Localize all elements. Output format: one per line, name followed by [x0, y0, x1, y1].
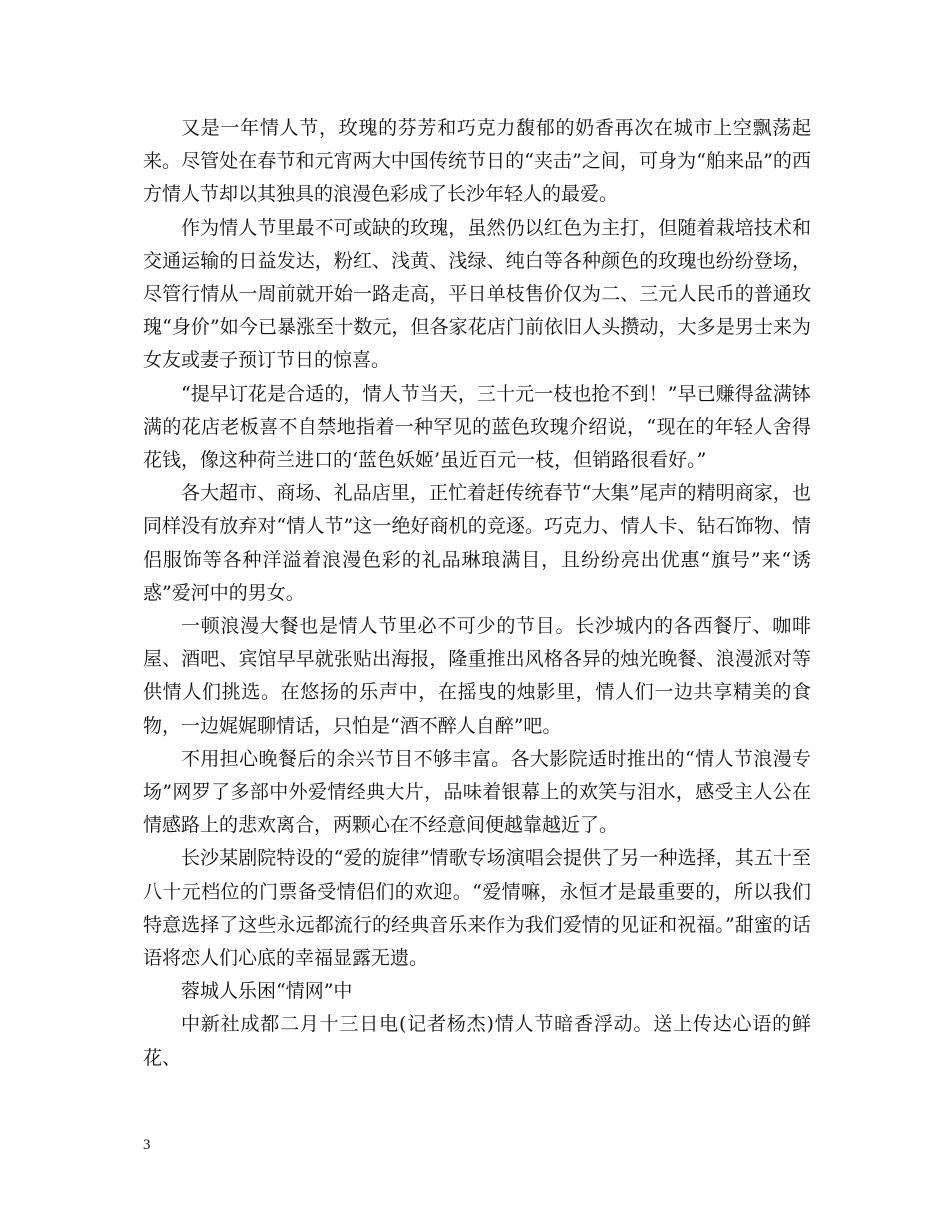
paragraph-3: “提早订花是合适的，情人节当天，三十元一枝也抢不到！”早已赚得盆满钵满的花店老板喜不自禁地指着一种罕见的蓝色玫瑰介绍说，“现在的年轻人舍得花钱，像这种荷兰进口的‘蓝色妖姬’虽近百元一枝，但销路很看好。” — [143, 382, 811, 472]
paragraph-1: 又是一年情人节，玫瑰的芬芳和巧克力馥郁的奶香再次在城市上空飘荡起来。尽管处在春节和元宵两大中国传统节日的“夹击”之间，可身为“舶来品”的西方情人节却以其独具的浪漫色彩成了长沙年轻人的最爱。 — [143, 117, 811, 206]
paragraph-5: 一顿浪漫大餐也是情人节里必不可少的节目。长沙城内的各西餐厅、咖啡屋、酒吧、宾馆早早就张贴出海报，隆重推出风格各异的烛光晚餐、浪漫派对等供情人们挑选。在悠扬的乐声中，在摇曳的烛影里，情人们一边共享精美的食物，一边娓娓聊情话，只怕是“酒不醉人自醉”吧。 — [143, 615, 811, 737]
document-body — [143, 112, 811, 1075]
section-heading: 蓉城人乐困“情网”中 — [181, 980, 353, 1003]
paragraph-2: 作为情人节里最不可或缺的玫瑰，虽然仍以红色为主打，但随着栽培技术和交通运输的日益发达，粉红、浅黄、浅绿、纯白等各种颜色的玫瑰也纷纷登场，尽管行情从一周前就开始一路走高，平日单枝售价仅为二、三元人民币的普通玫瑰“身价”如今已暴涨至十数元，但各家花店门前依旧人头攒动，大多是男士来为女友或妻子预订节日的惊喜。 — [143, 216, 811, 372]
paragraph-8: 中新社成都二月十三日电(记者杨杰)情人节暗香浮动。送上传达心语的鲜花、 — [143, 1013, 811, 1069]
paragraph-4: 各大超市、商场、礼品店里，正忙着赶传统春节“大集”尾声的精明商家，也同样没有放弃对“情人节”这一绝好商机的竞逐。巧克力、情人卡、钻石饰物、情侣服饰等各种洋溢着浪漫色彩的礼品琳琅满目，且纷纷亮出优惠“旗号”来“诱惑”爱河中的男女。 — [143, 482, 811, 604]
paragraph-6: 不用担心晚餐后的余兴节目不够丰富。各大影院适时推出的“情人节浪漫专场”网罗了多部中外爱情经典大片，品味着银幕上的欢笑与泪水，感受主人公在情感路上的悲欢离合，两颗心在不经意间便越靠越近了。 — [143, 747, 811, 837]
paragraph-7: 长沙某剧院特设的“爱的旋律”情歌专场演唱会提供了另一种选择，其五十至八十元档位的门票备受情侣们的欢迎。“爱情嘛，永恒才是最重要的，所以我们特意选择了这些永远都流行的经典音乐来作为我们爱情的见证和祝福。”甜蜜的话语将恋人们心底的幸福显露无遗。 — [143, 847, 811, 970]
page-number: 3 — [143, 1137, 151, 1153]
